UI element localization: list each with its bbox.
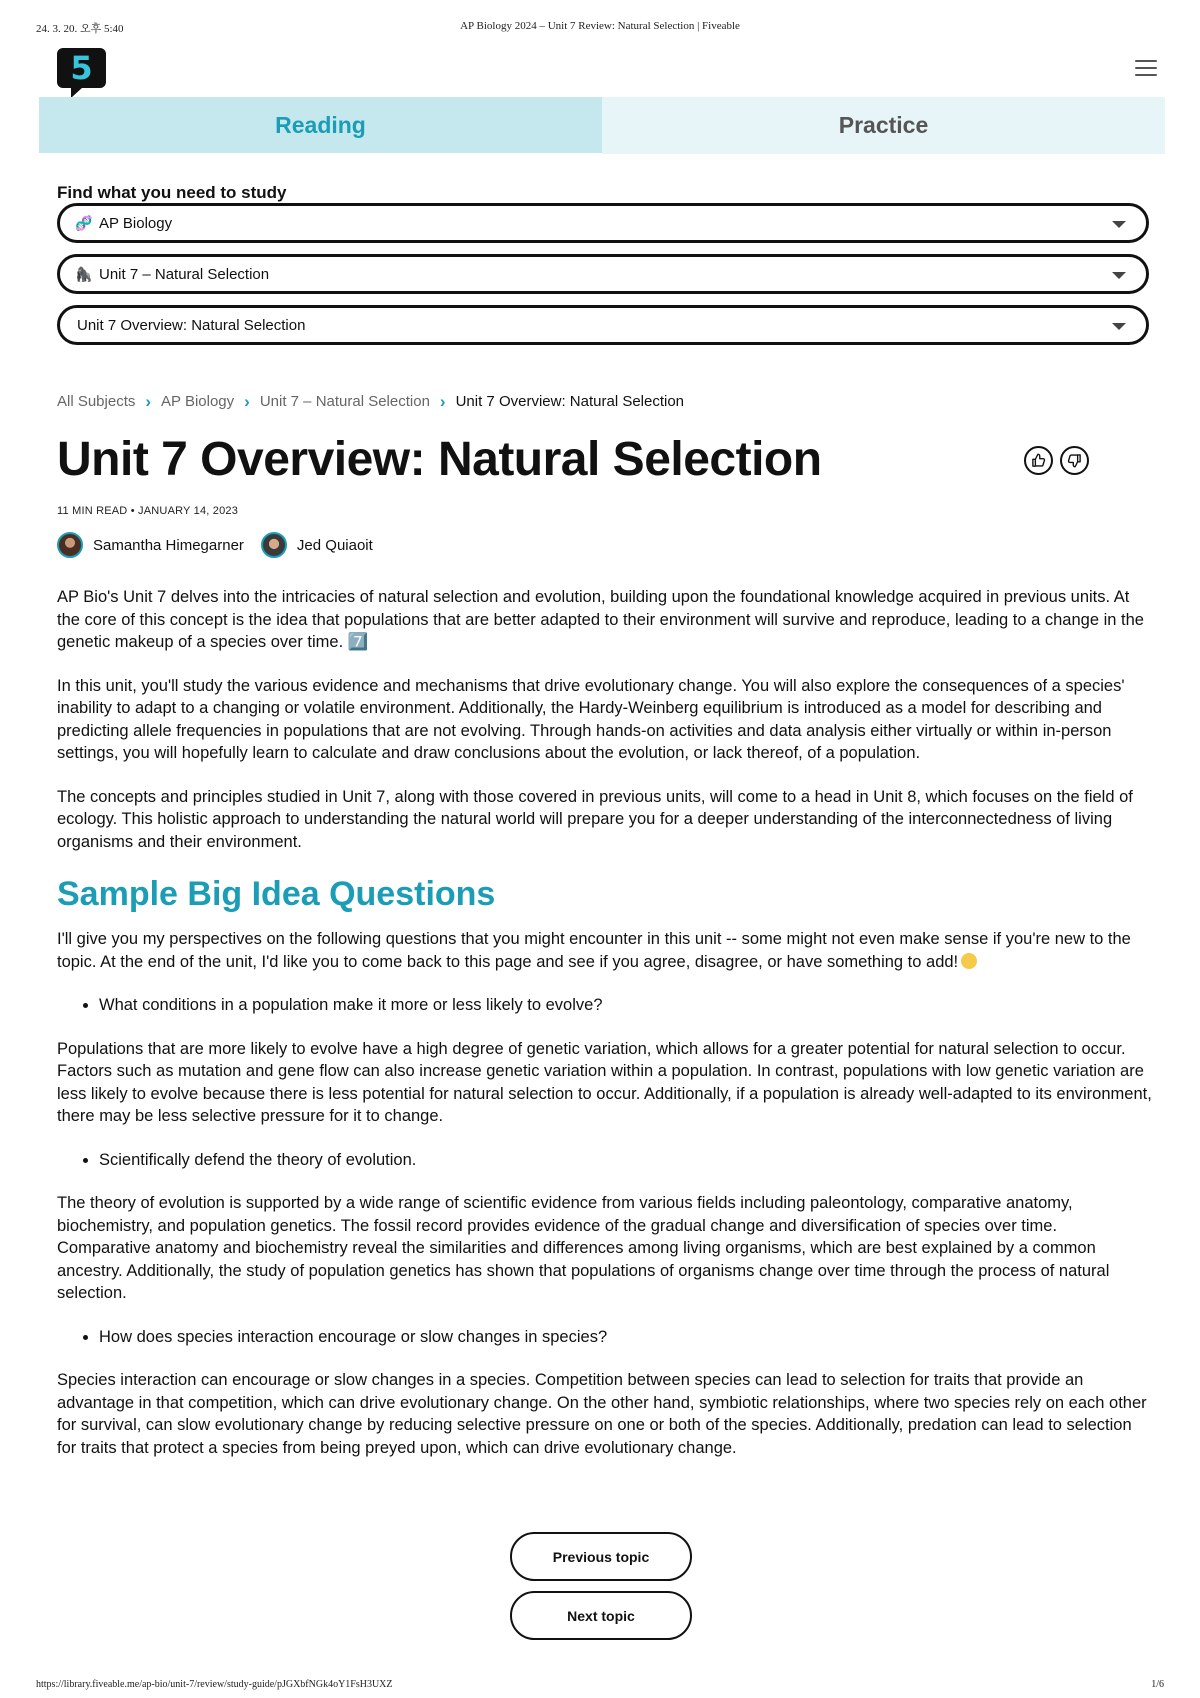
article-meta: 11 MIN READ • JANUARY 14, 2023 [57,505,239,517]
author-list [57,532,390,558]
section-heading: Sample Big Idea Questions [57,875,496,913]
thinking-face-icon [961,953,977,969]
section-intro-wrapper [57,928,1152,973]
read-time: 11 MIN READ [57,505,128,517]
print-page-title: AP Biology 2024 – Unit 7 Review: Natural Selection | Fiveable [460,20,740,32]
hamburger-menu-icon[interactable] [1135,60,1157,76]
answer-paragraph: Species interaction can encourage or slow changes in a species. Competition between species can lead to selection for traits that provide an advantage in that competition, which can drive evolutionary change. On the other hand, symbiotic relationships, where two species rely on each other for survival, can slow evolutionary change by reducing selective pressure on one or both of the species. Additionally, predation can lead to selection for traits that protect a species from being preyed upon, which can drive evolutionary change. [57,1371,1147,1457]
topic-select[interactable] [57,305,1149,345]
chevron-down-icon [1112,323,1126,330]
breadcrumb-ap-biology[interactable]: AP Biology [161,393,235,410]
author-name: Samantha Himegarner [93,536,244,554]
unit-select[interactable] [57,254,1149,294]
avatar [261,532,287,558]
tab-reading[interactable]: Reading [39,97,602,153]
article-body [57,586,1152,1480]
question-item: • How does species interaction encourage or slow changes in species? [99,1326,1152,1349]
page-title: Unit 7 Overview: Natural Selection [57,433,822,486]
section-intro: I'll give you my perspectives on the following questions that you might encounter in this unit -- some might not even make sense if you're new to the topic. At the end of the unit, I'd like you to come back to this page and see if you agree, disagree, or have something to add! [57,930,1131,971]
question-item: • What conditions in a population make it more or less likely to evolve? [99,994,1152,1017]
print-url: https://library.fiveable.me/ap-bio/unit-7/review/study-guide/pJGXbfNGk4oY1FsH3UXZ [36,1679,393,1690]
print-footer [36,1679,1164,1690]
author-name: Jed Quiaoit [296,536,373,554]
previous-topic-button[interactable]: Previous topic [510,1532,692,1581]
tab-bar [39,97,1165,154]
print-date: 24. 3. 20. 오후 5:40 [36,23,124,35]
subject-select[interactable] [57,203,1149,243]
chevron-right-icon: › [145,392,152,411]
chevron-right-icon: › [244,392,250,411]
unit-select-value: Unit 7 – Natural Selection [99,265,270,283]
thumbs-up-icon [1031,453,1046,468]
breadcrumb-all-subjects[interactable]: All Subjects [57,393,136,410]
author-jed[interactable] [261,532,373,558]
thumbs-down-icon [1067,453,1082,468]
question-list [57,994,1152,1017]
breadcrumb-current: Unit 7 Overview: Natural Selection [455,393,685,410]
author-samantha[interactable] [57,532,244,558]
question-item: • Scientifically defend the theory of evolution. [99,1149,1152,1172]
avatar [57,532,83,558]
next-topic-button[interactable]: Next topic [510,1591,692,1640]
dna-emoji-icon: 🧬 [75,214,93,231]
thumbs-down-button[interactable] [1060,446,1089,475]
print-header [36,20,1164,36]
subject-select-value: AP Biology [99,214,173,232]
topic-select-value: Unit 7 Overview: Natural Selection [77,316,306,334]
chevron-down-icon [1112,272,1126,279]
finder-label: Find what you need to study [57,183,287,202]
intro-paragraph: In this unit, you'll study the various evidence and mechanisms that drive evolutionary change. You will also explore the consequences of a species' inability to adapt to a changing or volatile environment. Additionally, the Hardy-Weinberg equilibrium is introduced as a model for describing and predicting allele frequencies in populations that are not evolving. Through hands-on activities and data analysis either virtually or within in-person settings, you will hopefully learn to calculate and draw conclusions about the evolution, or lack thereof, of a population. [57,676,1125,762]
intro-paragraph: AP Bio's Unit 7 delves into the intricacies of natural selection and evolution, building upon the foundational knowledge acquired in previous units. At the core of this concept is the idea that populations that are better adapted to their environment will survive and reproduce, leading to a change in the genetic makeup of a species over time. 7️⃣ [57,588,1144,651]
question-list [57,1326,1152,1349]
publish-date: JANUARY 14, 2023 [138,505,239,517]
fiveable-logo[interactable]: 5 [57,48,106,88]
intro-paragraph: The concepts and principles studied in Unit 7, along with those covered in previous units, will come to a head in Unit 8, which focuses on the field of ecology. This holistic approach to understanding the natural world will prepare you for a deeper understanding of the interconnectedness of living organisms and their environment. [57,787,1133,851]
answer-paragraph: Populations that are more likely to evolve have a high degree of genetic variation, which allows for a greater potential for natural selection to occur. Factors such as mutation and gene flow can also increase genetic variation within a population. In contrast, populations with low genetic variation are less likely to evolve because there is less potential for natural selection to occur. Additionally, if a population is already well-adapted to its environment, there may be less selective pressure for it to change. [57,1039,1152,1125]
chevron-right-icon: › [439,392,446,411]
gorilla-emoji-icon: 🦍 [75,265,93,282]
page-number: 1/6 [1151,1679,1164,1690]
breadcrumb-unit-7[interactable]: Unit 7 – Natural Selection [259,393,430,410]
thumbs-up-button[interactable] [1024,446,1053,475]
tab-practice[interactable]: Practice [602,97,1165,154]
answer-paragraph: The theory of evolution is supported by a wide range of scientific evidence from various fields including paleontology, comparative anatomy, biochemistry, and population genetics. The fossil record provides evidence of the gradual change and diversification of species over time. Comparative anatomy and biochemistry reveal the similarities and differences among living organisms, which are best explained by a common ancestry. Additionally, the study of population genetics has shown that populations of organisms change over time through the process of natural selection. [57,1194,1110,1302]
breadcrumb [57,393,684,410]
question-list [57,1149,1152,1172]
chevron-down-icon [1112,221,1126,228]
